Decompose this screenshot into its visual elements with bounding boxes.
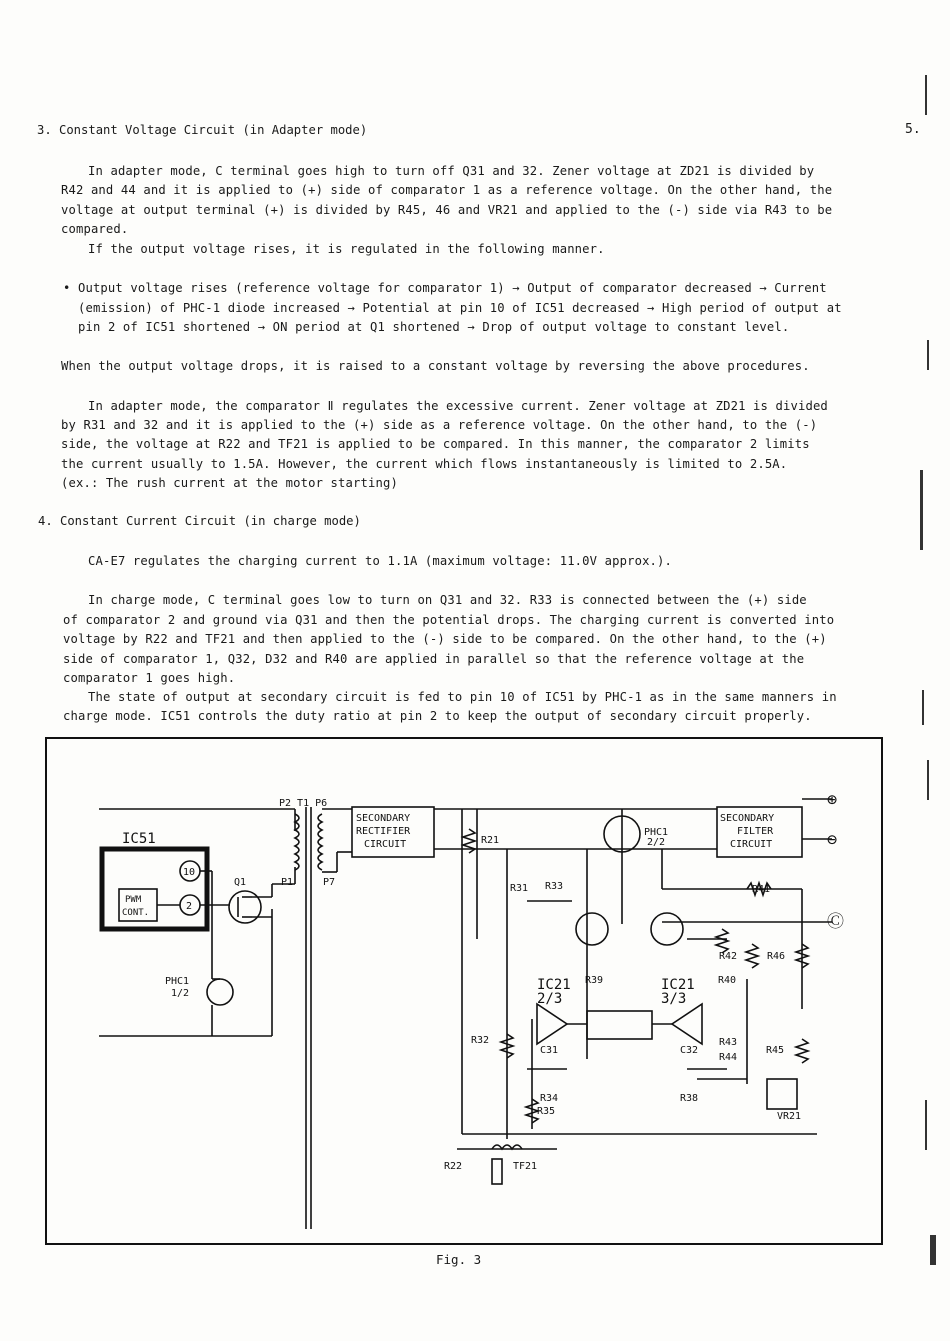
p7-label: P7 [323, 877, 336, 888]
s4-p2-line5: comparator 1 goes high. [63, 671, 236, 685]
r35-label: R35 [537, 1106, 556, 1117]
s3-p1-line1: In adapter mode, C terminal goes high to turn off Q31 and 32. Zener voltage at ZD21 is divided by [88, 164, 815, 178]
s3-p4-line2: by R31 and 32 and it is applied to the (+) side as a reference voltage. On the other hand, to the (-) [61, 418, 818, 432]
phc1-right-label-b: 2/2 [647, 837, 666, 848]
s3-p1-line4: compared. [61, 222, 129, 236]
s4-p2-line4: side of comparator 1, Q32, D32 and R40 are applied in parallel so that the reference voltage at the [63, 652, 805, 666]
p2-t1-p6-label: P2 T1 P6 [279, 798, 328, 809]
q1-label: Q1 [234, 877, 247, 888]
s3-p3: When the output voltage drops, it is raised to a constant voltage by reversing the above procedures. [61, 359, 810, 373]
r44-label: R44 [719, 1052, 738, 1063]
filter-label-2: FILTER [737, 826, 774, 837]
s4-p2-line1: In charge mode, C terminal goes low to turn on Q31 and 32. R33 is connected between the (+) side [88, 593, 807, 607]
s4-p3-line2: charge mode. IC51 controls the duty ratio at pin 2 to keep the output of secondary circuit properly. [63, 709, 812, 723]
scan-edge-mark [922, 690, 924, 725]
s3-bullet-line3: pin 2 of IC51 shortened → ON period at Q1 shortened → Drop of output voltage to constant level. [78, 320, 790, 334]
phc1-left-label-b: 1/2 [171, 988, 190, 999]
vr21-label: VR21 [777, 1111, 802, 1122]
r34-label: R34 [540, 1093, 559, 1104]
rectifier-label-2: RECTIFIER [356, 826, 411, 837]
ic21b-label-1: IC21 [661, 977, 695, 993]
section-4-heading: 4. Constant Current Circuit (in charge mode) [38, 514, 361, 528]
s3-p4-line3: side, the voltage at R22 and TF21 is applied to be compared. In this manner, the comparator 2 limits [61, 437, 810, 451]
r41-label: R41 [752, 884, 771, 895]
section-3-heading: 3. Constant Voltage Circuit (in Adapter mode) [37, 123, 368, 137]
s3-p1-line2: R42 and 44 and it is applied to (+) side of comparator 1 as a reference voltage. On the other hand, the [61, 183, 833, 197]
c32-label: C32 [680, 1045, 699, 1056]
filter-label-3: CIRCUIT [730, 839, 773, 850]
r21-label: R21 [481, 835, 500, 846]
scan-edge-mark [925, 75, 927, 115]
scan-edge-mark [925, 1100, 927, 1150]
r32-label: R32 [471, 1035, 490, 1046]
r45-label: R45 [766, 1045, 785, 1056]
page-number: 5. [905, 122, 921, 137]
r38-label: R38 [680, 1093, 699, 1104]
ic21a-label-2: 2/3 [537, 991, 563, 1007]
phc1-right-label-a: PHC1 [644, 827, 669, 838]
r40-label: R40 [718, 975, 737, 986]
r46-label: R46 [767, 951, 786, 962]
p1-label: P1 [281, 877, 294, 888]
s3-bullet-line2: (emission) of PHC-1 diode increased → Potential at pin 10 of IC51 decreased → High period of output at [78, 301, 842, 315]
s4-p1: CA-E7 regulates the charging current to 1.1A (maximum voltage: 11.0V approx.). [88, 554, 673, 568]
s3-p2: If the output voltage rises, it is regulated in the following manner. [88, 242, 605, 256]
scan-edge-mark [920, 470, 923, 550]
s3-bullet-line1: • Output voltage rises (reference voltage for comparator 1) → Output of comparator decreased → Current [63, 281, 827, 295]
s4-p2-line3: voltage by R22 and TF21 and then applied to the (-) side to be compared. On the other hand, to the (+) [63, 632, 827, 646]
pin10-label: 10 [183, 867, 196, 878]
figure-caption: Fig. 3 [436, 1252, 482, 1267]
rectifier-label-3: CIRCUIT [364, 839, 407, 850]
pin2-label: 2 [186, 901, 193, 912]
s4-p2-line2: of comparator 2 and ground via Q31 and then the potential drops. The charging current is converted into [63, 613, 835, 627]
s3-p4-line5: (ex.: The rush current at the motor starting) [61, 476, 398, 490]
scan-edge-mark [927, 340, 929, 370]
pwm-label-1: PWM [125, 895, 142, 905]
phc1-left-label-a: PHC1 [165, 976, 190, 987]
circuit-diagram-figure [45, 737, 883, 1245]
r42-label: R42 [719, 951, 738, 962]
plus-terminal-icon: ⊕ [827, 790, 838, 810]
c-terminal-icon: Ⓒ [827, 912, 844, 932]
r39-label: R39 [585, 975, 604, 986]
pwm-label-2: CONT. [122, 908, 150, 918]
scan-edge-mark [927, 760, 929, 800]
c31-label: C31 [540, 1045, 559, 1056]
s3-p4-line4: the current usually to 1.5A. However, the current which flows instantaneously is limited to 2.5A. [61, 457, 788, 471]
minus-terminal-icon: ⊖ [827, 830, 838, 850]
r33-label: R33 [545, 881, 564, 892]
circuit-schematic [47, 739, 885, 1247]
filter-label-1: SECONDARY [720, 813, 775, 824]
ic21b-label-2: 3/3 [661, 991, 687, 1007]
ic21a-label-1: IC21 [537, 977, 571, 993]
r22-label: R22 [444, 1161, 463, 1172]
rectifier-label-1: SECONDARY [356, 813, 411, 824]
tf21-label: TF21 [513, 1161, 538, 1172]
scan-edge-mark [930, 1235, 936, 1265]
r31-label: R31 [510, 883, 529, 894]
s3-p1-line3: voltage at output terminal (+) is divided by R45, 46 and VR21 and applied to the (-) side via R43 to be [61, 203, 833, 217]
r43-label: R43 [719, 1037, 738, 1048]
s3-p4-line1: In adapter mode, the comparator Ⅱ regulates the excessive current. Zener voltage at ZD21 is divided [88, 399, 828, 413]
ic51-label: IC51 [122, 831, 156, 847]
s4-p3-line1: The state of output at secondary circuit is fed to pin 10 of IC51 by PHC-1 as in the same manners in [88, 690, 837, 704]
